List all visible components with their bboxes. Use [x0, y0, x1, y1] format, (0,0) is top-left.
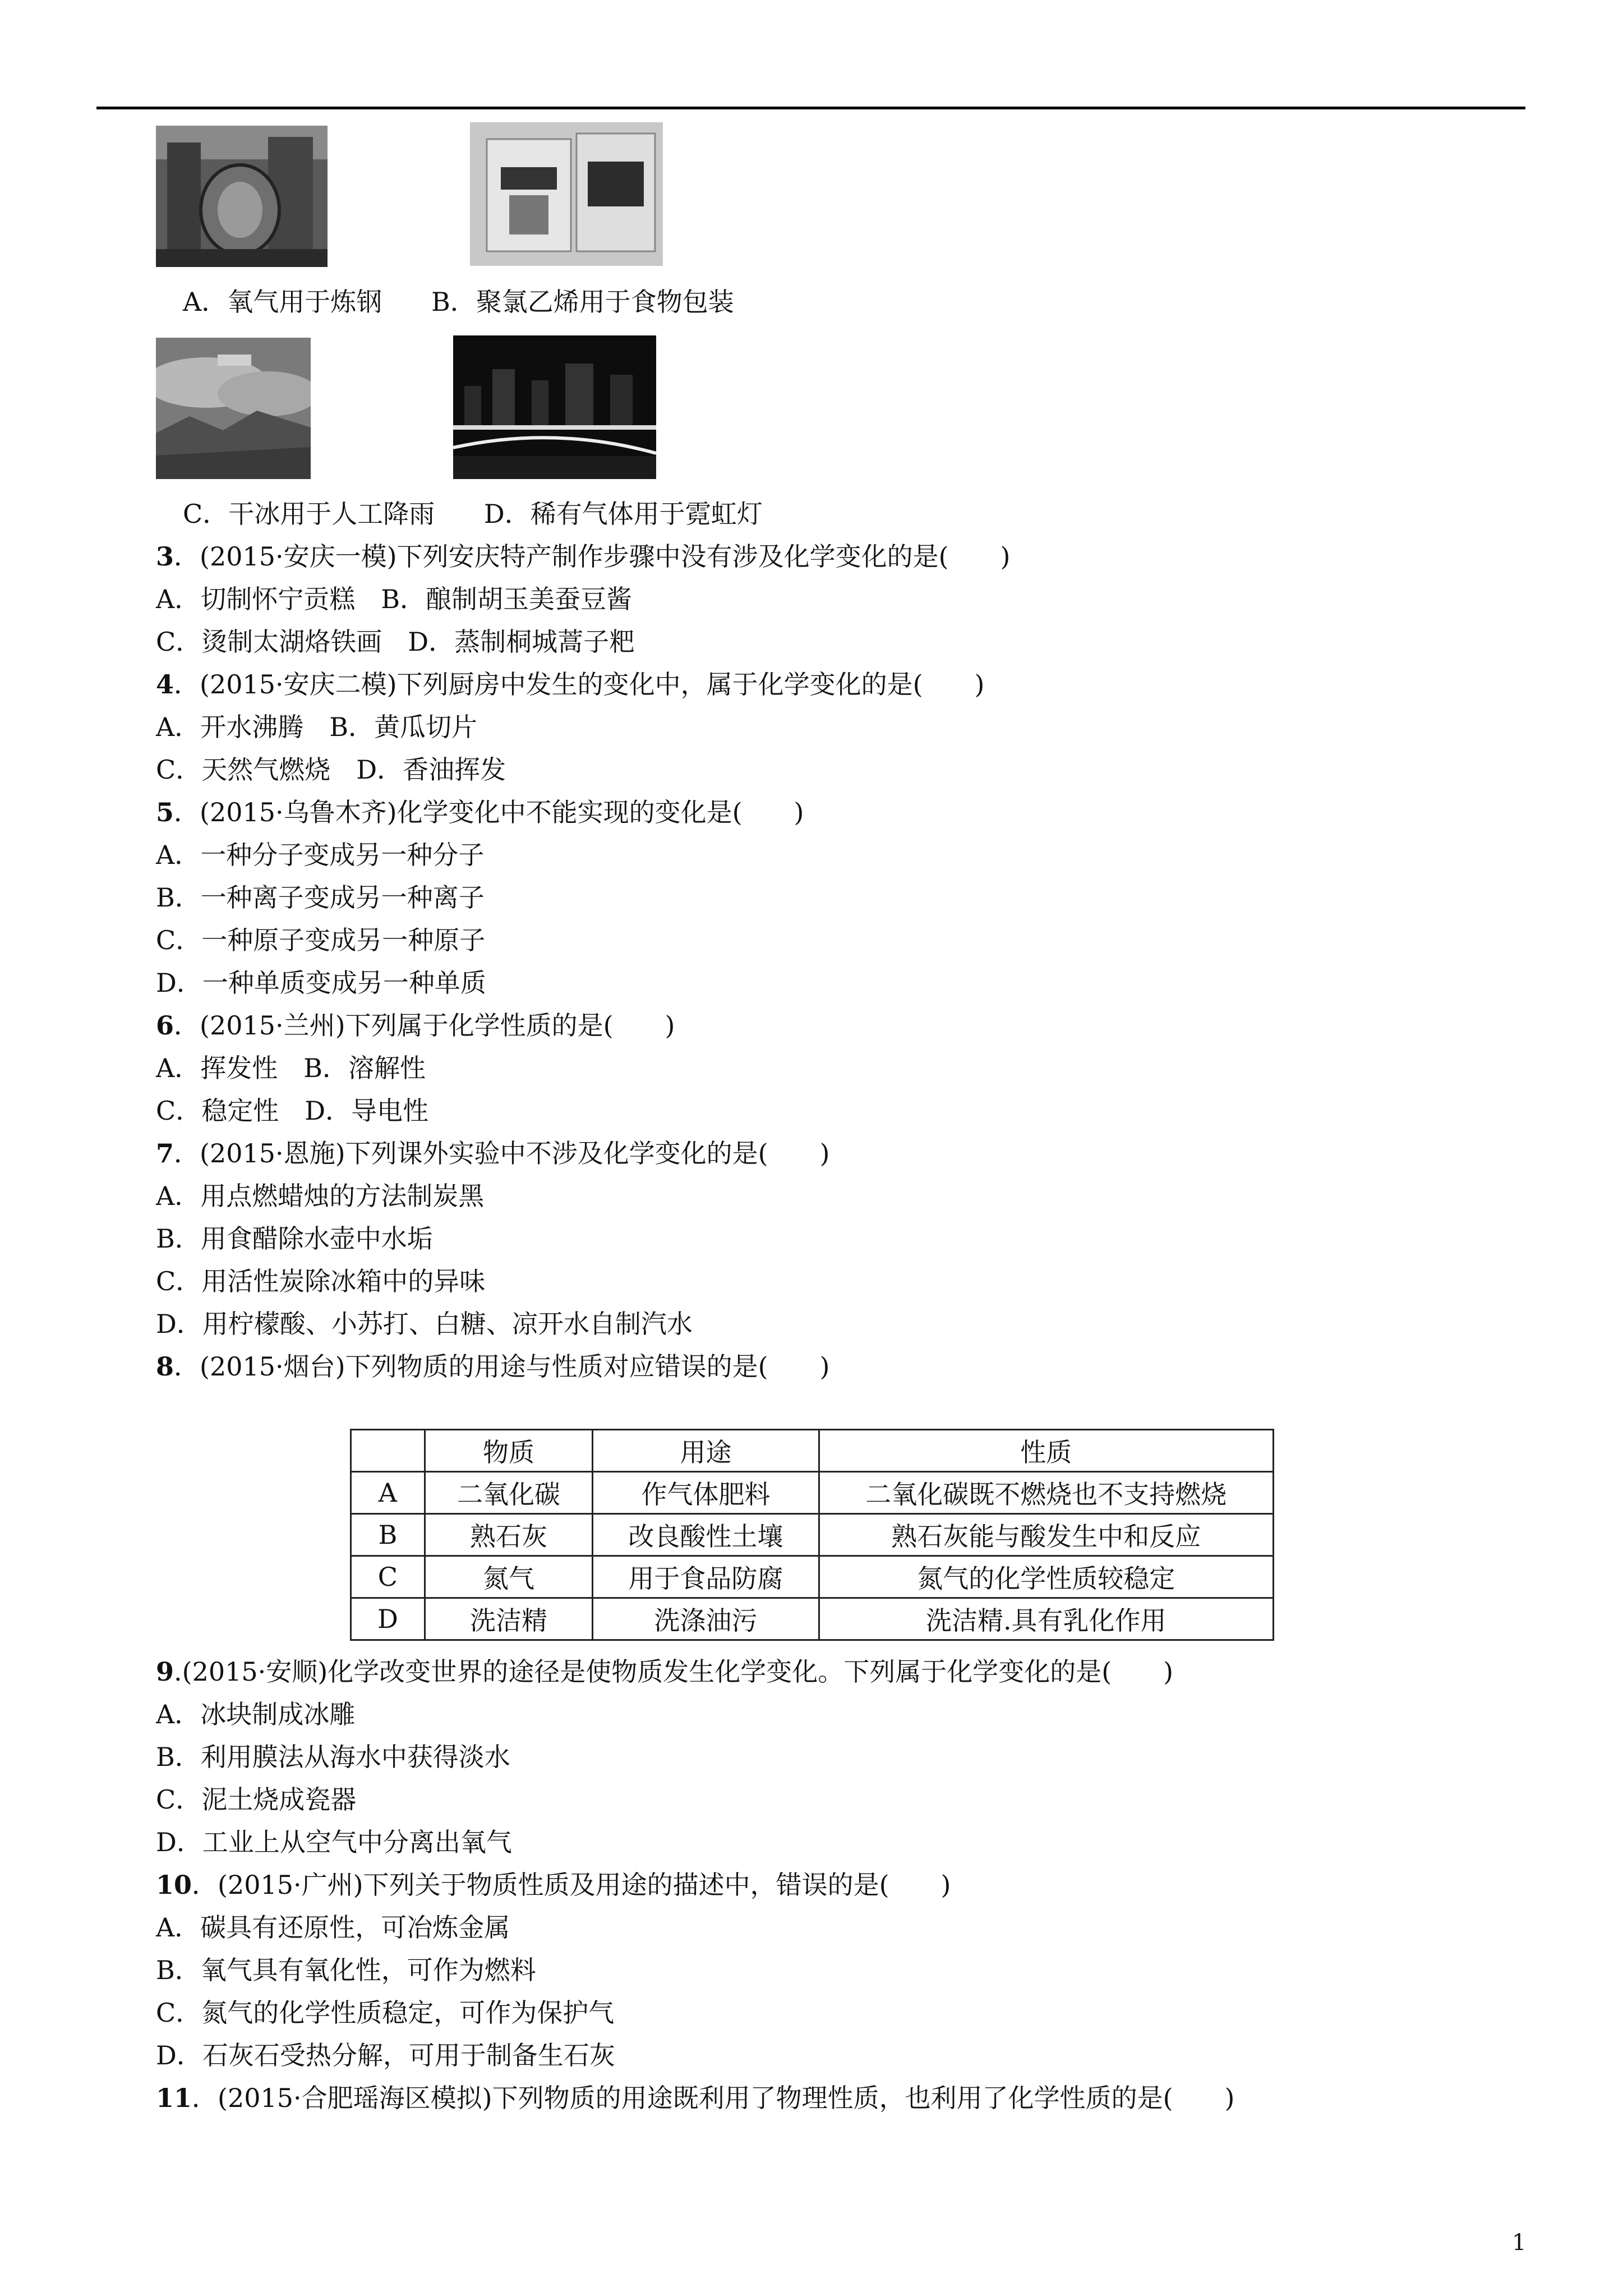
option-line: B．氧气具有氧化性，可作为燃料: [156, 1955, 536, 1985]
table-cell: 改良酸性土壤: [593, 1514, 819, 1556]
option-line: A．一种分子变成另一种分子: [156, 840, 485, 870]
question-8: [156, 1350, 830, 1383]
question-stem: ．(2015·兰州)下列属于化学性质的是( ): [174, 1010, 675, 1041]
table-row: [351, 1598, 1274, 1640]
question-number: 8: [156, 1351, 174, 1382]
question-number: 11: [156, 2083, 192, 2113]
page-number: 1: [1512, 2230, 1527, 2256]
food-packaging-photo: [470, 122, 663, 266]
option-line: C．用活性炭除冰箱中的异味: [156, 1266, 486, 1296]
table-cell: 洗洁精.具有乳化作用: [819, 1598, 1273, 1640]
question-10: [156, 1868, 951, 1902]
option-line: A．用点燃蜡烛的方法制炭黑: [156, 1181, 485, 1211]
caption-row-2: C．干冰用于人工降雨 D．稀有气体用于霓虹灯: [183, 499, 763, 529]
question-5: [156, 795, 804, 829]
option-line: C．天然气燃烧 D．香油挥发: [156, 754, 506, 785]
question-number: 9: [156, 1657, 174, 1687]
table-cell: 用于食品防腐: [593, 1556, 819, 1598]
table-cell: 洗洁精: [425, 1598, 592, 1640]
question-stem: ．(2015·合肥瑶海区模拟)下列物质的用途既利用了物理性质，也利用了化学性质的是( ): [192, 2083, 1235, 2113]
question-stem: ．(2015·安庆二模)下列厨房中发生的变化中，属于化学变化的是( ): [174, 669, 985, 700]
table-cell: 氮气: [425, 1556, 592, 1598]
option-line: A．切制怀宁贡糕 B．酿制胡玉美蚕豆酱: [156, 584, 633, 614]
option-line: D．工业上从空气中分离出氧气: [156, 1827, 512, 1857]
option-line: C．泥土烧成瓷器: [156, 1784, 357, 1815]
option-line: B．利用膜法从海水中获得淡水: [156, 1742, 510, 1772]
table-cell: 熟石灰: [425, 1514, 592, 1556]
table-cell: 洗涤油污: [593, 1598, 819, 1640]
question-number: 6: [156, 1010, 174, 1041]
question-stem: ．(2015·广州)下列关于物质性质及用途的描述中，错误的是( ): [192, 1870, 951, 1900]
question-stem: ．(2015·恩施)下列课外实验中不涉及化学变化的是( ): [174, 1138, 830, 1168]
table-cell: 二氧化碳既不燃烧也不支持燃烧: [819, 1472, 1273, 1514]
question-number: 7: [156, 1138, 174, 1168]
question-number: 4: [156, 669, 174, 700]
table-header-row: [351, 1430, 1274, 1472]
question-number: 3: [156, 541, 174, 572]
question-number: 10: [156, 1870, 192, 1900]
option-line: C．氮气的化学性质稳定，可作为保护气: [156, 1998, 615, 2028]
table-header-cell: 用途: [593, 1430, 819, 1472]
caption-row-1: A．氧气用于炼钢 B．聚氯乙烯用于食物包装: [183, 287, 734, 317]
option-line: D．用柠檬酸、小苏打、白糖、凉开水自制汽水: [156, 1309, 693, 1339]
question-stem: .(2015·安顺)化学改变世界的途径是使物质发生化学变化。下列属于化学变化的是( ): [174, 1657, 1174, 1687]
option-line: D．石灰石受热分解，可用于制备生石灰: [156, 2040, 615, 2070]
table-cell: C: [351, 1556, 425, 1598]
table-header-cell: 物质: [425, 1430, 592, 1472]
table-cell: B: [351, 1514, 425, 1556]
table-cell: 二氧化碳: [425, 1472, 592, 1514]
header-rule: [96, 107, 1525, 109]
table-header-cell: [351, 1430, 425, 1472]
table-cell: D: [351, 1598, 425, 1640]
question-9: [156, 1655, 1173, 1688]
table-cell: 熟石灰能与酸发生中和反应: [819, 1514, 1273, 1556]
table-row: [351, 1556, 1274, 1598]
question-number: 5: [156, 797, 174, 827]
option-line: C．烫制太湖烙铁画 D．蒸制桐城蒿子粑: [156, 627, 635, 657]
option-line: B．一种离子变成另一种离子: [156, 882, 485, 913]
option-line: A．开水沸腾 B．黄瓜切片: [156, 712, 478, 742]
option-line: B．用食醋除水壶中水垢: [156, 1223, 433, 1254]
question-6: [156, 1009, 675, 1042]
option-line: A．冰块制成冰雕: [156, 1699, 356, 1729]
question-4: [156, 668, 985, 701]
option-line: C．稳定性 D．导电性: [156, 1096, 429, 1126]
cloud-seeding-photo: [156, 338, 311, 479]
question-11: [156, 2081, 1235, 2115]
neon-city-photo: [453, 335, 656, 479]
steelmaking-photo: [156, 126, 328, 267]
question-stem: ．(2015·安庆一模)下列安庆特产制作步骤中没有涉及化学变化的是( ): [174, 541, 1011, 572]
question-stem: ．(2015·烟台)下列物质的用途与性质对应错误的是( ): [174, 1351, 830, 1382]
option-line: A．挥发性 B．溶解性: [156, 1053, 426, 1083]
table-cell: 氮气的化学性质较稳定: [819, 1556, 1273, 1598]
property-table: [350, 1429, 1274, 1641]
table-row: [351, 1514, 1274, 1556]
table-header-cell: 性质: [819, 1430, 1273, 1472]
question-3: [156, 540, 1011, 573]
question-stem: ．(2015·乌鲁木齐)化学变化中不能实现的变化是( ): [174, 797, 804, 827]
option-line: A．碳具有还原性，可冶炼金属: [156, 1912, 510, 1943]
option-line: C．一种原子变成另一种原子: [156, 925, 486, 955]
option-line: D．一种单质变成另一种单质: [156, 968, 486, 998]
table-cell: A: [351, 1472, 425, 1514]
question-7: [156, 1137, 830, 1170]
table-row: [351, 1472, 1274, 1514]
table-cell: 作气体肥料: [593, 1472, 819, 1514]
